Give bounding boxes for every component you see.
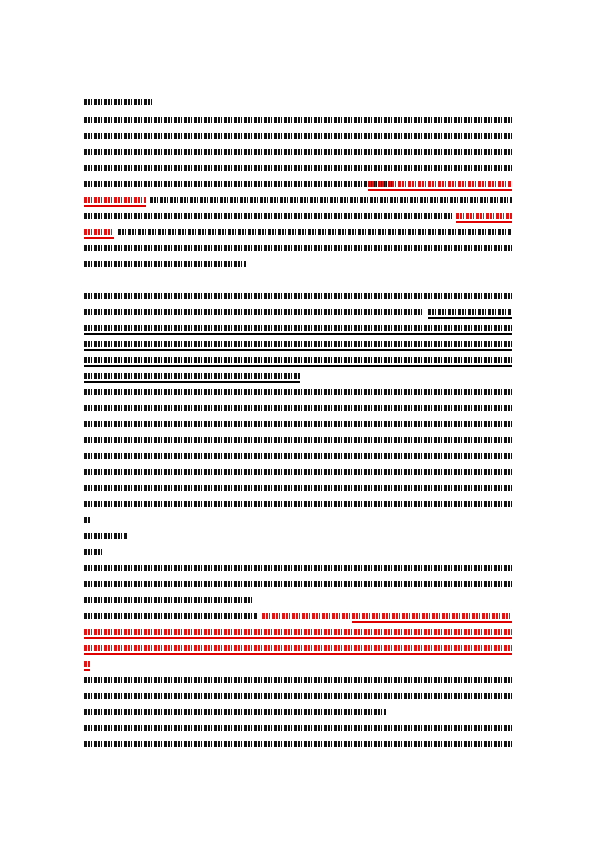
paragraph-1-red-underline [84, 237, 114, 239]
paragraph-4-line [84, 565, 512, 571]
paragraph-2-line [84, 357, 512, 363]
paragraph-6-line [84, 677, 512, 683]
paragraph-2-underline [84, 349, 512, 351]
heading-text-line [84, 99, 154, 105]
paragraph-7-line [84, 741, 512, 747]
paragraph-5-red-underline [352, 621, 512, 623]
paragraph-1-line [118, 229, 512, 235]
paragraph-1-line [84, 165, 512, 171]
paragraph-3-line [84, 453, 512, 459]
paragraph-1-line [84, 213, 452, 219]
short-line [84, 533, 128, 539]
paragraph-1-line [84, 133, 512, 139]
paragraph-3-line [84, 405, 512, 411]
paragraph-2-line [84, 373, 300, 379]
paragraph-5-red-underline [84, 637, 512, 639]
paragraph-2-line [84, 341, 512, 347]
paragraph-5-red-line [262, 613, 512, 619]
paragraph-1-line [84, 181, 392, 187]
paragraph-1-red-underline [368, 189, 512, 191]
paragraph-2-underline [428, 317, 512, 319]
paragraph-2-line [428, 309, 512, 315]
paragraph-1-red-line [456, 213, 512, 219]
paragraph-1-line [84, 261, 246, 267]
paragraph-4-line [84, 597, 252, 603]
paragraph-6-line [84, 693, 512, 699]
paragraph-1-line [150, 197, 512, 203]
paragraph-1-red-line [368, 181, 512, 187]
paragraph-3-line [84, 517, 90, 523]
paragraph-7-line [84, 725, 512, 731]
paragraph-2-line [84, 325, 512, 331]
paragraph-5-red-line [84, 629, 512, 635]
paragraph-1-red-line [84, 197, 146, 203]
paragraph-1-red-underline [84, 205, 146, 207]
paragraph-2-line [84, 309, 424, 315]
paragraph-2-line [84, 293, 512, 299]
paragraph-2-underline [84, 381, 300, 383]
paragraph-1-line [84, 245, 512, 251]
paragraph-3-line [84, 469, 512, 475]
paragraph-5-line [84, 613, 258, 619]
short-line [84, 549, 102, 555]
paragraph-3-line [84, 485, 512, 491]
paragraph-6-line [84, 709, 386, 715]
paragraph-3-line [84, 437, 512, 443]
paragraph-2-underline [84, 365, 512, 367]
paragraph-3-line [84, 501, 512, 507]
paragraph-5-red-line [84, 645, 512, 651]
paragraph-5-red-underline [84, 653, 512, 655]
paragraph-1-line [84, 117, 512, 123]
paragraph-5-red-line [84, 661, 90, 667]
paragraph-3-line [84, 389, 512, 395]
paragraph-1-red-underline [456, 221, 512, 223]
paragraph-5-red-underline [84, 669, 90, 671]
paragraph-1-line [84, 149, 512, 155]
paragraph-2-underline [84, 333, 512, 335]
paragraph-3-line [84, 421, 512, 427]
paragraph-1-red-line [84, 229, 114, 235]
paragraph-4-line [84, 581, 512, 587]
